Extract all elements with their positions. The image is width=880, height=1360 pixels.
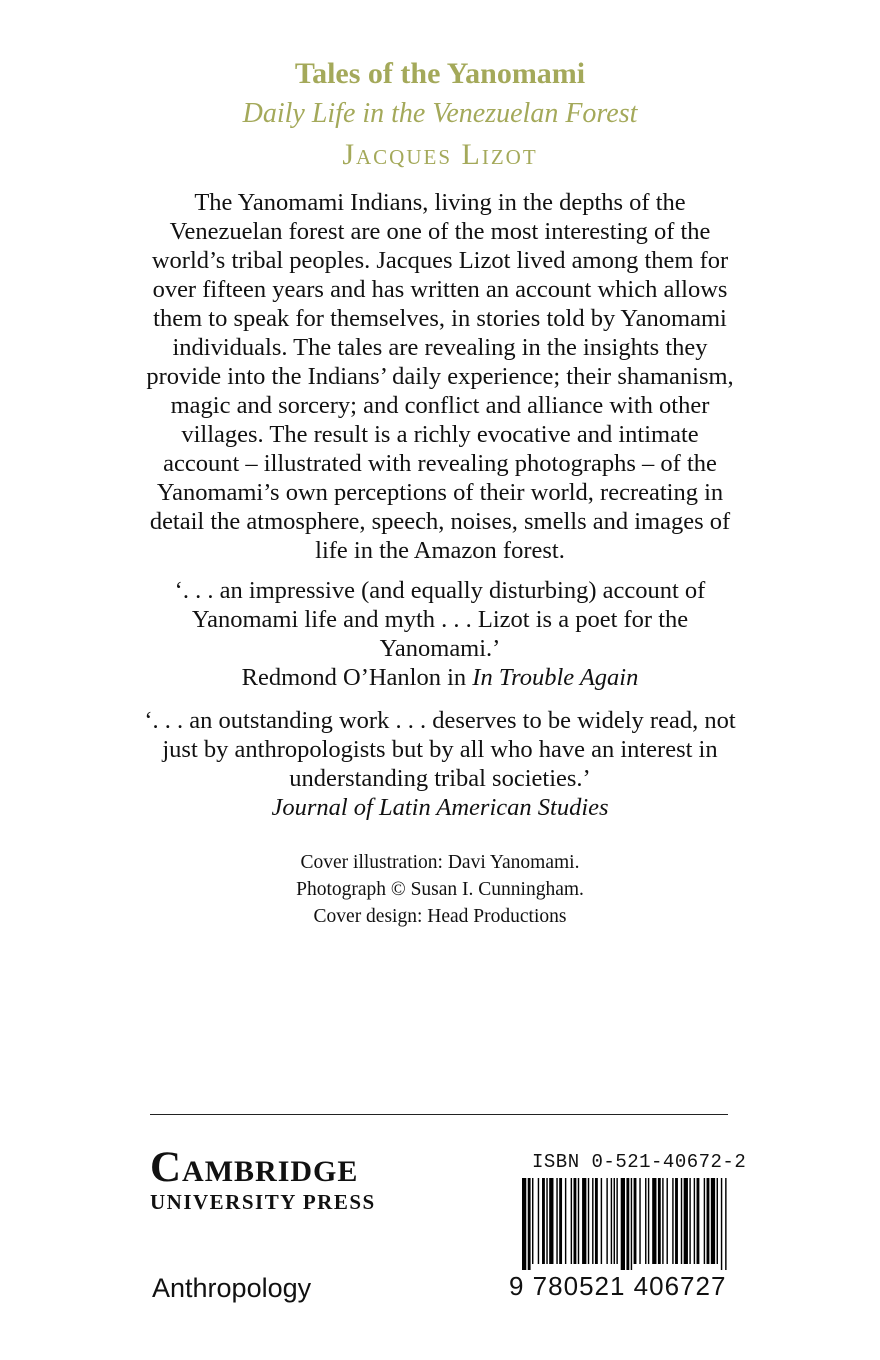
barcode-bar: [528, 1178, 531, 1270]
barcode-bar: [634, 1178, 637, 1264]
barcode-bar: [621, 1178, 625, 1270]
barcode-bar: [666, 1178, 667, 1264]
barcode-bar: [652, 1178, 656, 1264]
barcode: [522, 1178, 728, 1270]
credit-illustration: Cover illustration: Davi Yanomami.: [300, 852, 580, 873]
barcode-bar: [721, 1178, 722, 1270]
review-1-quote: ‘. . . an impressive (and equally disturbing) account of Yanomami life and myth . . . Lizot is a poet for the Yanomami.’: [174, 577, 706, 662]
publisher-name: Cambridge: [150, 1144, 359, 1191]
divider-rule: [150, 1114, 728, 1115]
barcode-bar: [645, 1178, 646, 1264]
review-2-quote: ‘. . . an outstanding work . . . deserves to be widely read, not just by anthropologists but by all who have an interest in understanding tribal societies.’: [144, 707, 736, 792]
credit-design: Cover design: Head Productions: [313, 906, 567, 927]
barcode-bar: [522, 1178, 526, 1270]
barcode-bar: [658, 1178, 661, 1264]
barcode-bar: [571, 1178, 572, 1264]
barcode-bar: [549, 1178, 553, 1264]
book-title: Tales of the Yanomami: [294, 57, 586, 90]
blurb: The Yanomami Indians, living in the depths of the Venezuelan forest are one of the most interesting of the world’s tribal peoples. Jacques Lizot lived among them for over fifteen years and has written an account which allows them to speak for themselves, in stories told by Yanomami individuals. The tales are revealing in the insights they provide into the Indians’ daily experience; their shamanism, magic and sorcery; and conflict and alliance with other villages. The result is a richly evocative and intimate account – illustrated with revealing photographs – of the Yanomami’s own perceptions of their world, recreating in detail the atmosphere, speech, noises, smells and images of life in the Amazon forest.: [146, 189, 734, 564]
barcode-bar: [704, 1178, 705, 1264]
barcode-bar: [601, 1178, 602, 1264]
barcode-bar: [725, 1178, 726, 1270]
cover-credits: [200, 849, 680, 930]
barcode-bar: [631, 1178, 632, 1270]
isbn-label: ISBN 0-521-40672-2: [532, 1151, 747, 1173]
barcode-bar: [697, 1178, 700, 1264]
review-1-source-prefix: Redmond O’Hanlon in: [241, 664, 473, 691]
category-label: Anthropology: [152, 1273, 312, 1303]
barcode-bar: [588, 1178, 589, 1264]
review-2-source-title: Journal of Latin American Studies: [271, 794, 609, 821]
credit-photograph: Photograph © Susan I. Cunningham.: [296, 879, 584, 900]
review-2-source: [142, 793, 738, 822]
barcode-bar: [578, 1178, 579, 1264]
barcode-bar: [532, 1178, 533, 1264]
barcode-bar: [592, 1178, 593, 1264]
barcode-bar: [672, 1178, 673, 1264]
barcode-bar: [717, 1178, 718, 1264]
title-block: [0, 56, 880, 174]
book-author: Jacques Lizot: [342, 138, 538, 171]
barcode-bar: [694, 1178, 695, 1264]
barcode-bar: [565, 1178, 566, 1264]
barcode-bar: [538, 1178, 539, 1264]
barcode-bar: [556, 1178, 557, 1264]
publisher-logo: [150, 1146, 410, 1214]
barcode-bar: [542, 1178, 545, 1264]
barcode-bar: [681, 1178, 682, 1264]
barcode-bar: [559, 1178, 562, 1264]
ean-number: 9 780521 406727: [509, 1271, 727, 1301]
review-1-source: [142, 663, 738, 692]
review-2: [142, 706, 738, 822]
barcode-bar: [574, 1178, 577, 1264]
barcode-bar: [662, 1178, 663, 1264]
barcode-bar: [546, 1178, 547, 1264]
review-1-source-title: In Trouble Again: [472, 664, 639, 691]
barcode-bar: [606, 1178, 607, 1264]
barcode-bar: [595, 1178, 598, 1264]
barcode-bar: [614, 1178, 615, 1264]
barcode-bar: [648, 1178, 649, 1264]
barcode-bar: [639, 1178, 640, 1264]
barcode-bar: [582, 1178, 586, 1264]
barcode-bar: [616, 1178, 617, 1264]
review-1: [142, 576, 738, 692]
barcode-bar: [611, 1178, 612, 1264]
barcode-bar: [675, 1178, 678, 1264]
barcode-bar: [711, 1178, 715, 1264]
barcode-bar: [684, 1178, 688, 1264]
barcode-bar: [626, 1178, 629, 1270]
publisher-subname: UNIVERSITY PRESS: [150, 1190, 376, 1214]
barcode-bar: [707, 1178, 710, 1264]
barcode-bar: [689, 1178, 690, 1264]
book-subtitle: Daily Life in the Venezuelan Forest: [242, 98, 638, 129]
